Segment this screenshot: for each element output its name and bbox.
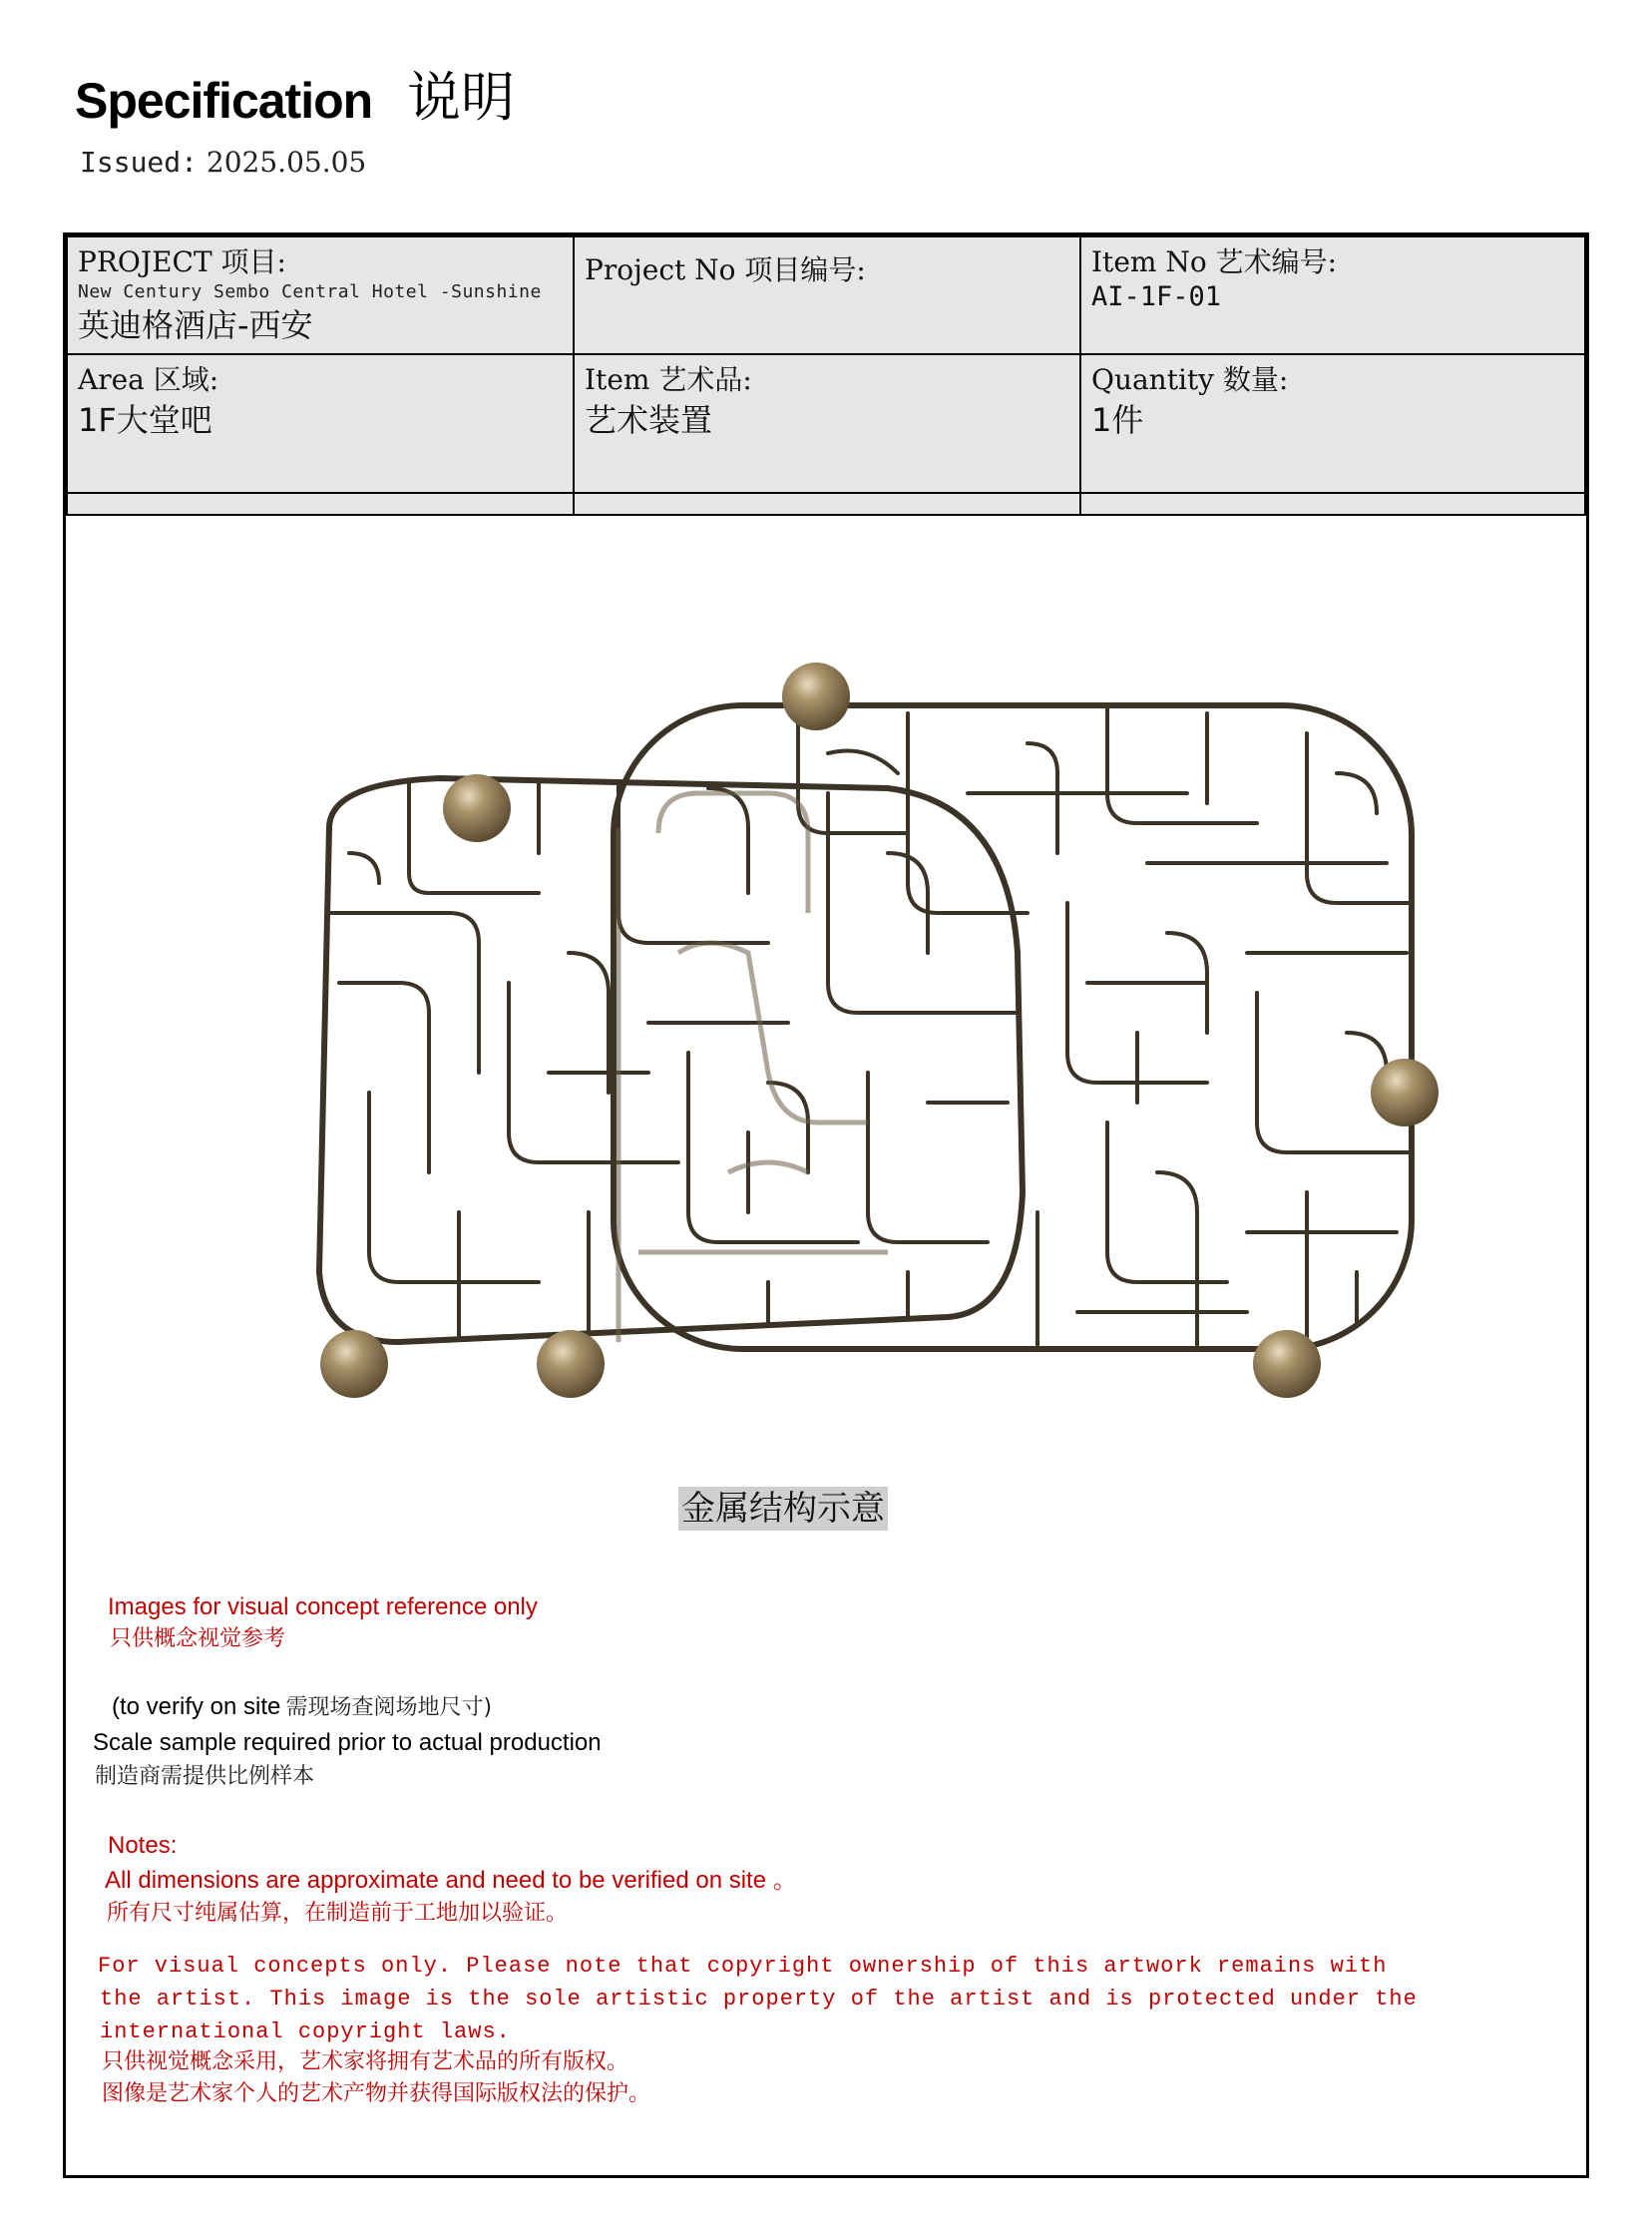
item-no-value: AI-1F-01 [1091,281,1222,312]
sphere [443,774,511,842]
dims-note-en: All dimensions are approximate and need to be verified on site 。 [105,1867,797,1894]
verify-note-en: (to verify on site [112,1693,281,1720]
copyright-cn-1: 只供视觉概念采用，艺术家将拥有艺术品的所有版权。 [102,2049,629,2074]
quantity-value: 1件 [1091,401,1144,439]
brass-spheres [320,663,1439,1398]
scale-note-cn: 制造商需提供比例样本 [95,1764,315,1789]
sphere [537,1330,605,1398]
notes-title: Notes: [108,1832,178,1859]
sphere [1371,1059,1439,1126]
front-panel [319,778,1023,1342]
area-label: Area 区域: [78,363,219,396]
project-no-label: Project No 项目编号: [585,253,866,286]
quantity-cell [1080,354,1585,493]
project-name-en: New Century Sembo Central Hotel -Sunshine [78,281,542,302]
ref-note-en: Images for visual concept reference only [108,1593,538,1620]
item-cell [574,354,1080,493]
artwork-caption: 金属结构示意 [678,1487,888,1531]
dims-note-cn: 所有尺寸纯属估算，在制造前于工地加以验证。 [107,1901,569,1926]
copyright-line-1: For visual concepts only. Please note that copyright ownership of this artwork remains with [98,1954,1388,1979]
issued-label: Issued: [80,146,199,179]
item-no-cell [1080,236,1585,354]
page-title: Specification [75,73,373,129]
area-cell [67,354,574,493]
overlap-figure [619,793,888,1342]
area-value: 1F大堂吧 [78,401,212,439]
project-no-cell [574,236,1080,354]
page-title-cn: 说明 [407,66,515,129]
item-no-label: Item No 艺术编号: [1091,245,1338,278]
sphere [320,1330,388,1398]
ref-note-cn: 只供概念视觉参考 [110,1626,286,1651]
item-label: Item 艺术品: [585,363,752,396]
spacer-cell-2 [574,493,1080,515]
copyright-line-2: the artist. This image is the sole artistic property of the artist and is protected under the [100,1987,1418,2012]
scale-note-en: Scale sample required prior to actual production [93,1729,602,1756]
metal-artwork-illustration [209,654,1446,1412]
spacer-cell-3 [1080,493,1585,515]
copyright-cn-2: 图像是艺术家个人的艺术产物并获得国际版权法的保护。 [102,2081,651,2106]
verify-note [112,1691,492,1723]
issued-date: 2025.05.05 [206,146,367,179]
item-value: 艺术装置 [585,401,713,439]
project-name-cn: 英迪格酒店-西安 [78,306,313,344]
quantity-label: Quantity 数量: [1091,363,1289,396]
spacer-cell-1 [67,493,574,515]
project-label: PROJECT 项目: [78,245,286,278]
copyright-line-3: international copyright laws. [100,2019,511,2044]
verify-note-cn: 需现场查阅场地尺寸) [285,1695,493,1720]
sphere [1253,1330,1321,1398]
sphere [782,663,850,730]
info-table [66,235,1586,516]
issued-line [80,146,366,179]
project-cell [67,236,574,354]
